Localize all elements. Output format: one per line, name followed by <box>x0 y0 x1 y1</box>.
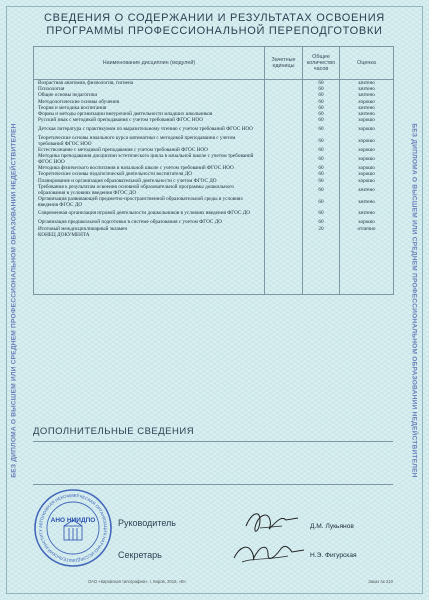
credits-cell <box>265 80 303 87</box>
table-row <box>34 135 394 147</box>
table-empty-row <box>34 238 394 295</box>
hours-cell: 60 <box>303 171 340 177</box>
title-line-2: ПРОГРАММЫ ПРОФЕССИОНАЛЬНОЙ ПЕРЕПОДГОТОВКИ <box>46 25 383 37</box>
hours-cell: 60 <box>303 153 340 165</box>
grade-cell: отлично <box>340 225 394 231</box>
discipline-cell: КОНЕЦ ДОКУМЕНТА <box>34 232 265 238</box>
grade-cell: хорошо <box>340 165 394 171</box>
seal-ring-text: АВТОНОМНАЯ НЕКОММЕРЧЕСКАЯ ОРГАНИЗАЦИЯ НАУЧНО-ИССЛЕДОВАТЕЛЬСКИЙ ИНСТИТУ <box>37 492 109 564</box>
side-text-left-label: БЕЗ ДИПЛОМА О ВЫСШЕМ ИЛИ СРЕДНЕМ ПРОФЕССИОНАЛЬНОМ ОБРАЗОВАНИИ НЕДЕЙСТВИТЕЛЕН <box>11 122 19 478</box>
credits-cell <box>265 135 303 147</box>
credits-cell <box>265 196 303 208</box>
table-row <box>34 184 394 196</box>
seal-center-text: АНО НИИДПО <box>50 517 96 524</box>
additional-info-box <box>33 441 393 485</box>
discipline-cell: Планирование и организация образовательной деятельности с учетом ФГОС ДО <box>34 177 265 183</box>
hours-cell: 60 <box>303 86 340 92</box>
grade-cell: хорошо <box>340 153 394 165</box>
hours-cell: 60 <box>303 184 340 196</box>
head-label: Руководитель <box>118 518 176 528</box>
grade-cell: зачтено <box>340 111 394 117</box>
grade-cell: зачтено <box>340 105 394 111</box>
table-row <box>34 196 394 208</box>
credits-cell <box>265 184 303 196</box>
grade-cell: хорошо <box>340 171 394 177</box>
header-credits: Зачетные единицы <box>265 47 303 80</box>
grade-cell: хорошо <box>340 135 394 147</box>
discipline-cell: Итоговый междисциплинарный экзамен <box>34 225 265 231</box>
discipline-cell: Психология <box>34 86 265 92</box>
side-text-right-label: БЕЗ ДИПЛОМА О ВЫСШЕМ ИЛИ СРЕДНЕМ ПРОФЕССИОНАЛЬНОМ ОБРАЗОВАНИИ НЕДЕЙСТВИТЕЛЕН <box>411 122 419 478</box>
hours-cell: 60 <box>303 165 340 171</box>
credits-cell <box>265 153 303 165</box>
grade-cell: зачтено <box>340 86 394 92</box>
grade-cell: зачтено <box>340 208 394 220</box>
header-discipline: Наименование дисциплин (модулей) <box>34 47 265 80</box>
hours-cell: 60 <box>303 147 340 153</box>
hours-cell: 60 <box>303 177 340 183</box>
order-number: Заказ № 210 <box>368 579 393 584</box>
title-line-1: СВЕДЕНИЯ О СОДЕРЖАНИИ И РЕЗУЛЬТАТАХ ОСВОЕНИЯ <box>44 12 385 24</box>
discipline-cell: Возрастная анатомия, физиология, гигиена <box>34 80 265 87</box>
discipline-cell: Формы и методы организации внеурочной деятельности младших школьников <box>34 111 265 117</box>
hours-cell: 60 <box>303 208 340 220</box>
additional-info-title: ДОПОЛНИТЕЛЬНЫЕ СВЕДЕНИЯ <box>33 426 195 437</box>
grade-cell: зачтено <box>340 92 394 98</box>
hours-cell: 60 <box>303 105 340 111</box>
grade-cell: зачтено <box>340 80 394 87</box>
hours-cell: 60 <box>303 99 340 105</box>
head-name: Д.М. Лукьянов <box>310 523 354 530</box>
table-row <box>34 80 394 87</box>
document-title <box>30 12 399 38</box>
discipline-cell: Естествознание с методикой преподавания с учетом требований ФГОС НОО <box>34 147 265 153</box>
grade-cell: хорошо <box>340 177 394 183</box>
discipline-cell: Организация развивающей предметно-пространственной образовательной среды в условиях введения ФГОС ДО <box>34 196 265 208</box>
header-grade: Оценка <box>340 47 394 80</box>
hours-cell: 20 <box>303 225 340 231</box>
grade-cell: хорошо <box>340 99 394 105</box>
grade-cell: хорошо <box>340 117 394 123</box>
discipline-cell: Требования к результатам освоения основной образовательной программы дошкольного образования в условиях введения ФГОС ДО <box>34 184 265 196</box>
table-row <box>34 208 394 220</box>
grade-cell: зачтено <box>340 196 394 208</box>
discipline-cell: Методологические основы обучения <box>34 99 265 105</box>
hours-cell: 60 <box>303 135 340 147</box>
credits-cell <box>265 208 303 220</box>
grade-cell: хорошо <box>340 147 394 153</box>
grade-cell: зачтено <box>340 184 394 196</box>
hours-cell: 60 <box>303 111 340 117</box>
discipline-cell: Организация предшкольной подготовки в системе образования с учетом ФГОС ДО <box>34 219 265 225</box>
hours-cell: 60 <box>303 219 340 225</box>
discipline-cell: Детская литература с практикумом по выразительному чтению с учетом требований ФГОС НОО <box>34 123 265 135</box>
discipline-cell: Теоретические основы педагогической деятельности воспитателя ДО <box>34 171 265 177</box>
disciplines-table <box>33 46 394 295</box>
secretary-name: Н.Э. Фигурская <box>310 552 357 559</box>
discipline-cell: Теоретические основы начального курса математики с методикой преподавания с учетом требований ФГОС НОО <box>34 135 265 147</box>
credits-cell <box>265 123 303 135</box>
hours-cell: 60 <box>303 80 340 87</box>
discipline-cell: Методика физического воспитания в начальной школе с учетом требований ФГОС НОО <box>34 165 265 171</box>
grade-cell: хорошо <box>340 219 394 225</box>
printer-imprint: ОАО «Кировская типография», г. Киров, 2016, «В» <box>88 579 187 584</box>
hours-cell: 60 <box>303 117 340 123</box>
table-row <box>34 123 394 135</box>
hours-cell: 60 <box>303 92 340 98</box>
header-hours: Общее количество часов <box>303 47 340 80</box>
discipline-cell: Методика преподавания дисциплин эстетического цикла в начальной школе с учетом требований ФГОС НОО <box>34 153 265 165</box>
discipline-cell: Русский язык с методикой преподавания с учетом требований ФГОС НОО <box>34 117 265 123</box>
table-row <box>34 153 394 165</box>
secretary-signature <box>228 536 308 570</box>
hours-cell: 60 <box>303 196 340 208</box>
discipline-cell: Теория и методика воспитания <box>34 105 265 111</box>
grade-cell: хорошо <box>340 123 394 135</box>
secretary-label: Секретарь <box>118 550 162 560</box>
discipline-cell: Общие основы педагогики <box>34 92 265 98</box>
hours-cell: 60 <box>303 123 340 135</box>
side-text-left <box>8 10 21 590</box>
table-header-row <box>34 47 394 80</box>
head-signature <box>238 506 304 540</box>
organization-seal <box>33 488 113 568</box>
side-text-right <box>408 10 421 590</box>
discipline-cell: Современная организация игровой деятельности дошкольников в условиях введения ФГОС ДО <box>34 208 265 220</box>
